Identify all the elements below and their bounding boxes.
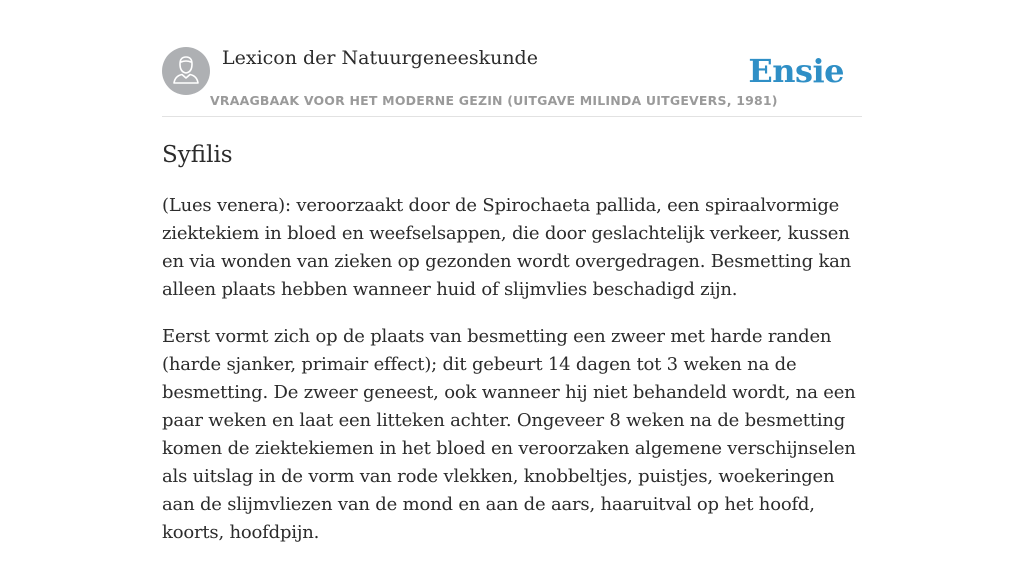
- article-body: [162, 192, 862, 566]
- book-subtitle: VRAAGBAAK VOOR HET MODERNE GEZIN (UITGAVE MILINDA UITGEVERS, 1981): [210, 93, 778, 108]
- paragraph: Eerst vormt zich op de plaats van besmetting een zweer met harde randen (harde sjanker, primair effect); dit gebeurt 14 dagen tot 3 weken na de besmetting. De zweer geneest, ook wanneer hij niet behandeld wordt, na een paar weken en laat een litteken achter. Ongeveer 8 weken na de besmetting komen de ziektekiemen in het bloed en veroorzaken algemene verschijnselen als uitslag in de vorm van rode vlekken, knobbeltjes, puistjes, woekeringen aan de slijmvliezen van de mond en aan de aars, haaruitval op het hoofd, koorts, hoofdpijn.: [162, 326, 856, 543]
- person-silhouette-icon: [162, 47, 210, 95]
- book-header: [162, 46, 862, 117]
- brand-logo[interactable]: Ensie: [748, 52, 844, 90]
- article-title: Syfilis: [162, 142, 233, 168]
- book-title[interactable]: Lexicon der Natuurgeneeskunde: [222, 47, 538, 69]
- paragraph: (Lues venera): veroorzaakt door de Spirochaeta pallida, een spiraalvormige ziektekiem in bloed en weefselsappen, die door geslachtelijk verkeer, kussen en via wonden van zieken op gezonden wordt overgedragen. Besmetting kan alleen plaats hebben wanneer huid of slijmvlies beschadigd zijn.: [162, 195, 852, 300]
- avatar[interactable]: [162, 47, 210, 95]
